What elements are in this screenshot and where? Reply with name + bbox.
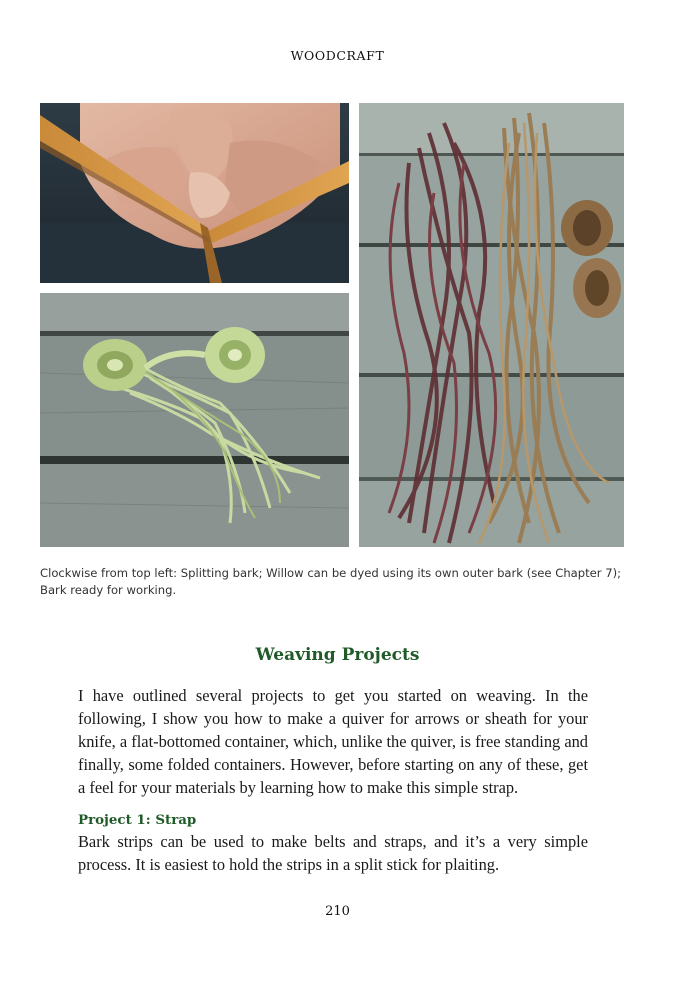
figure-caption: Clockwise from top left: Splitting bark; Willow can be dyed using its own outer bark (see Chapter 7); Bark ready for working. bbox=[40, 566, 622, 597]
running-head: WOODCRAFT bbox=[290, 48, 385, 63]
project-heading: Project 1: Strap bbox=[78, 812, 197, 828]
page-number: 210 bbox=[325, 904, 350, 919]
bark-split-photo bbox=[40, 103, 349, 283]
project-paragraph: Bark strips can be used to make belts and straps, and it’s a very simple process. It is easiest to hold the strips in a split stick for plaiting. bbox=[78, 832, 588, 874]
intro-paragraph: I have outlined several projects to get you started on weaving. In the following, I show you how to make a quiver for arrows or sheath for your knife, a flat-bottomed container, which, unlike the quiver, is free standing and finally, some folded containers. However, before starting on any of these, get a feel for your materials by learning how to make this simple strap. bbox=[78, 686, 588, 797]
section-title: Weaving Projects bbox=[255, 645, 420, 665]
willow-dyed-photo bbox=[359, 103, 624, 547]
bark-ready-photo bbox=[40, 293, 349, 547]
